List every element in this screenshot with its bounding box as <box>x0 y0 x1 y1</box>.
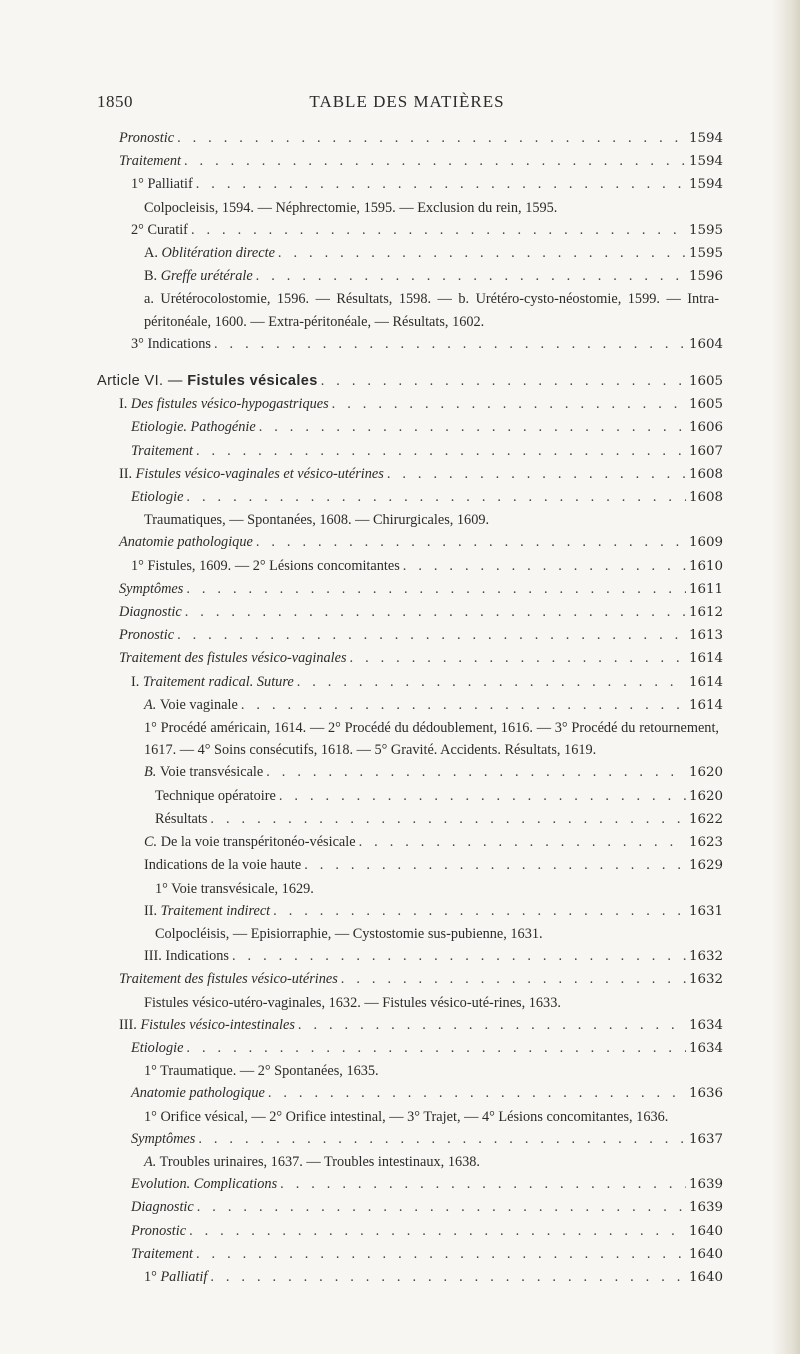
toc-entry <box>97 333 724 356</box>
toc-page-number: 1596 <box>689 269 724 285</box>
toc-entry <box>97 1128 724 1151</box>
toc-entry <box>97 150 724 173</box>
toc-entry-text: Colpocléisis, — Episiorraphie, — Cystostomie sus-pubienne, 1631. <box>155 925 543 942</box>
toc-entry-label: I. Des fistules vésico-hypogastriques <box>119 396 329 413</box>
toc-page-number: 1594 <box>689 131 724 146</box>
toc-entry-label: A. Troubles urinaires, 1637. — Troubles intestinaux, 1638. <box>144 1153 480 1170</box>
toc-entry-label: Anatomie pathologique <box>119 534 253 551</box>
toc-entry-label: 1° Traumatique. — 2° Spontanées, 1635. <box>144 1063 379 1080</box>
toc-entry <box>97 509 719 531</box>
toc-entry <box>97 671 724 694</box>
toc-entry-text: 1° Procédé américain, 1614. — 2° Procédé du dédoublement, 1616. — 3° Procédé du retournement, 1617. — 4° Soins consécutifs, 1618. — 5° Gravité. Accidents. Résultats, 1619. <box>144 720 719 759</box>
toc-entry <box>97 831 724 854</box>
toc-page-number: 1637 <box>689 1131 724 1147</box>
dot-leader <box>403 555 686 577</box>
toc-entry <box>97 242 724 265</box>
toc-entry <box>97 1196 724 1219</box>
toc-entry-label: Anatomie pathologique <box>131 1085 265 1102</box>
dot-leader <box>280 1173 686 1195</box>
toc-entry <box>97 1151 719 1173</box>
toc-page-number: 1611 <box>689 581 724 597</box>
dot-leader <box>359 831 686 853</box>
toc-entry <box>97 1173 724 1196</box>
toc-entry-label: C. De la voie transpéritonéo-vésicale <box>144 834 356 851</box>
toc-page-number: 1595 <box>689 222 724 238</box>
toc-entry-label: B. Greffe urétérale <box>144 268 253 285</box>
toc-page-number: 1634 <box>689 1017 724 1033</box>
toc-entry <box>97 393 724 416</box>
dot-leader <box>185 601 686 623</box>
toc-entry-label: Traitement des fistules vésico-utérines <box>119 971 338 988</box>
toc-entry <box>97 440 724 463</box>
toc-entry-label: 1° Palliatif <box>144 1268 208 1285</box>
toc-entry-text: a. Urétérocolostomie, 1596. — Résultats, 1598. — b. Urétéro-cysto-néostomie, 1599. — Intra-péritonéale, 1600. — Extra-péritonéale, — Résultats, 1602. <box>144 291 719 330</box>
toc-page-number: 1614 <box>689 674 724 690</box>
toc-entry-label: Etiologie <box>131 489 184 506</box>
dot-leader <box>304 854 686 876</box>
dot-leader <box>186 1037 686 1059</box>
toc-entry-label: B. Voie transvésicale <box>144 764 264 781</box>
dot-leader <box>177 624 686 646</box>
toc-entry-label: Traitement <box>119 153 181 170</box>
toc-entry-text: 1° Orifice vésical, — 2° Orifice intestinal, — 3° Trajet, — 4° Lésions concomitantes, 1636. <box>144 1108 669 1125</box>
toc-entry <box>97 219 724 242</box>
toc-entry-label: Indications de la voie haute <box>144 857 302 874</box>
toc-entry <box>97 173 724 196</box>
toc-entry <box>97 370 724 393</box>
toc-page-number: 1620 <box>689 765 724 781</box>
toc-entry-label: II. Fistules vésico-vaginales et vésico-utérines <box>119 465 384 482</box>
toc-entry <box>97 1106 719 1128</box>
toc-entry <box>97 647 724 670</box>
running-title: TABLE DES MATIÈRES <box>309 92 505 111</box>
toc-entry-label: Traitement des fistules vésico-vaginales <box>119 650 347 667</box>
toc-entry-label: A. Voie vaginale <box>144 696 238 713</box>
dot-leader <box>341 968 686 990</box>
toc-page-number: 1622 <box>689 811 724 827</box>
toc-entry <box>97 578 724 601</box>
dot-leader <box>278 242 686 264</box>
toc-entry-text: Fistules vésico-utéro-vaginales, 1632. — Fistules vésico-uté-rines, 1633. <box>144 994 561 1011</box>
dot-leader <box>279 785 686 807</box>
dot-leader <box>189 1220 686 1242</box>
toc-entry <box>97 1220 724 1243</box>
dot-leader <box>210 808 686 830</box>
toc-page-number: 1639 <box>689 1177 724 1193</box>
dot-leader <box>196 173 686 195</box>
toc-entry <box>97 1014 724 1037</box>
toc-page-number: 1608 <box>689 466 724 482</box>
toc-page-number: 1610 <box>689 558 724 574</box>
toc-entry <box>97 945 724 968</box>
toc-page-number: 1636 <box>689 1086 724 1102</box>
toc-entry <box>97 992 719 1014</box>
dot-leader <box>214 333 686 355</box>
toc-entry-label: III. Fistules vésico-intestinales <box>119 1016 295 1033</box>
toc-entry-label: Pronostic <box>131 1222 187 1239</box>
toc-entry <box>97 968 724 991</box>
toc-entry-label: I. Traitement radical. Suture <box>131 673 294 690</box>
toc-entry <box>97 717 719 761</box>
toc-entry-label: Etiologie <box>131 1039 184 1056</box>
dot-leader <box>196 440 686 462</box>
dot-leader <box>177 127 686 149</box>
toc-entry <box>97 1082 724 1105</box>
toc-entry-label: Résultats <box>155 810 208 827</box>
dot-leader <box>186 578 686 600</box>
toc-entry <box>97 624 724 647</box>
toc-entry <box>97 555 724 578</box>
toc-entry-label: III. Indications <box>144 948 229 965</box>
toc-entry-label: Traitement <box>131 442 193 459</box>
toc-page-number: 1632 <box>689 972 724 988</box>
toc-entry-label: Diagnostic <box>131 1199 194 1216</box>
page-edge-shadow <box>772 0 800 1354</box>
toc-page-number: 1640 <box>689 1246 724 1262</box>
toc-page-number: 1594 <box>689 177 724 193</box>
toc-entry <box>97 601 724 624</box>
toc-entry <box>97 265 724 288</box>
running-header <box>97 92 717 116</box>
toc-entry-label: Pronostic <box>119 627 175 644</box>
toc-page-number: 1604 <box>689 336 724 352</box>
toc-entry-label: 3° Indications <box>131 335 211 352</box>
toc-entry-label: 1° Palliatif <box>131 176 193 193</box>
toc-entry-label: Etiologie. Pathogénie <box>131 419 256 436</box>
toc-entry <box>97 531 724 554</box>
toc-entry <box>97 127 724 150</box>
toc-entry <box>97 785 724 808</box>
toc-page-number: 1640 <box>689 1223 724 1239</box>
page-number: 1850 <box>97 92 133 111</box>
toc-entry-label: 1° Voie transvésicale, 1629. <box>155 880 314 897</box>
dot-leader <box>210 1266 686 1288</box>
toc-entry-label: Technique opératoire <box>155 787 276 804</box>
dot-leader <box>332 393 686 415</box>
toc-page-number: 1634 <box>689 1040 724 1056</box>
toc-entry-label: II. Traitement indirect <box>144 902 271 919</box>
dot-leader <box>232 945 686 967</box>
toc-page-number: 1606 <box>689 420 724 436</box>
dot-leader <box>196 1243 686 1265</box>
toc-page-number: 1612 <box>689 605 724 621</box>
toc-page-number: 1605 <box>689 374 724 390</box>
dot-leader <box>321 370 686 392</box>
dot-leader <box>197 1196 686 1218</box>
toc-page-number: 1629 <box>689 858 724 874</box>
toc-entry <box>97 1243 724 1266</box>
toc-page-number: 1623 <box>689 835 724 851</box>
toc-entry <box>97 923 719 945</box>
toc-entry-label: Symptômes <box>119 580 184 597</box>
toc-entry <box>97 900 724 923</box>
table-of-contents <box>97 127 724 1289</box>
dot-leader <box>298 1014 686 1036</box>
dot-leader <box>256 265 686 287</box>
toc-entry-label: Evolution. Complications <box>131 1176 278 1193</box>
toc-entry-label: Article VI. — Fistules vésicales <box>97 373 318 390</box>
dot-leader <box>191 219 686 241</box>
toc-page-number: 1614 <box>689 697 724 713</box>
toc-entry <box>97 288 719 332</box>
toc-entry-label: Traitement <box>131 1245 193 1262</box>
toc-entry-text: Colpocleisis, 1594. — Néphrectomie, 1595. — Exclusion du rein, 1595. <box>144 199 558 216</box>
toc-entry-label: A. Oblitération directe <box>144 245 275 262</box>
toc-entry <box>97 463 724 486</box>
dot-leader <box>273 900 686 922</box>
toc-page-number: 1613 <box>689 628 724 644</box>
toc-page-number: 1614 <box>689 651 724 667</box>
toc-entry-label: Diagnostic <box>119 604 182 621</box>
toc-entry <box>97 808 724 831</box>
toc-entry <box>97 878 719 900</box>
dot-leader <box>297 671 686 693</box>
toc-page-number: 1620 <box>689 788 724 804</box>
toc-entry-label: 1° Fistules, 1609. — 2° Lésions concomitantes <box>131 557 400 574</box>
toc-entry <box>97 761 724 784</box>
toc-page-number: 1595 <box>689 246 724 262</box>
toc-entry <box>97 854 724 877</box>
toc-entry <box>97 486 724 509</box>
toc-entry <box>97 1037 724 1060</box>
toc-page-number: 1594 <box>689 154 724 170</box>
toc-page-number: 1632 <box>689 949 724 965</box>
toc-entry <box>97 1266 724 1289</box>
dot-leader <box>256 531 686 553</box>
toc-page-number: 1607 <box>689 443 724 459</box>
toc-entry-label: 2° Curatif <box>131 221 188 238</box>
dot-leader <box>186 486 686 508</box>
toc-page-number: 1609 <box>689 535 724 551</box>
dot-leader <box>241 694 686 716</box>
toc-page-number: 1639 <box>689 1200 724 1216</box>
toc-entry <box>97 694 724 717</box>
toc-page-number: 1631 <box>689 903 724 919</box>
dot-leader <box>387 463 686 485</box>
dot-leader <box>184 150 686 172</box>
toc-entry <box>97 1060 719 1082</box>
dot-leader <box>268 1082 686 1104</box>
toc-entry-label: Symptômes <box>131 1130 196 1147</box>
toc-page-number: 1608 <box>689 490 724 506</box>
toc-entry <box>97 197 719 219</box>
dot-leader <box>259 416 686 438</box>
dot-leader <box>350 647 686 669</box>
toc-entry <box>97 416 724 439</box>
dot-leader <box>266 761 686 783</box>
toc-page-number: 1640 <box>689 1269 724 1285</box>
toc-entry-label: Pronostic <box>119 130 175 146</box>
dot-leader <box>198 1128 686 1150</box>
toc-entry-text: Traumatiques, — Spontanées, 1608. — Chirurgicales, 1609. <box>144 512 490 529</box>
toc-page-number: 1605 <box>689 397 724 413</box>
